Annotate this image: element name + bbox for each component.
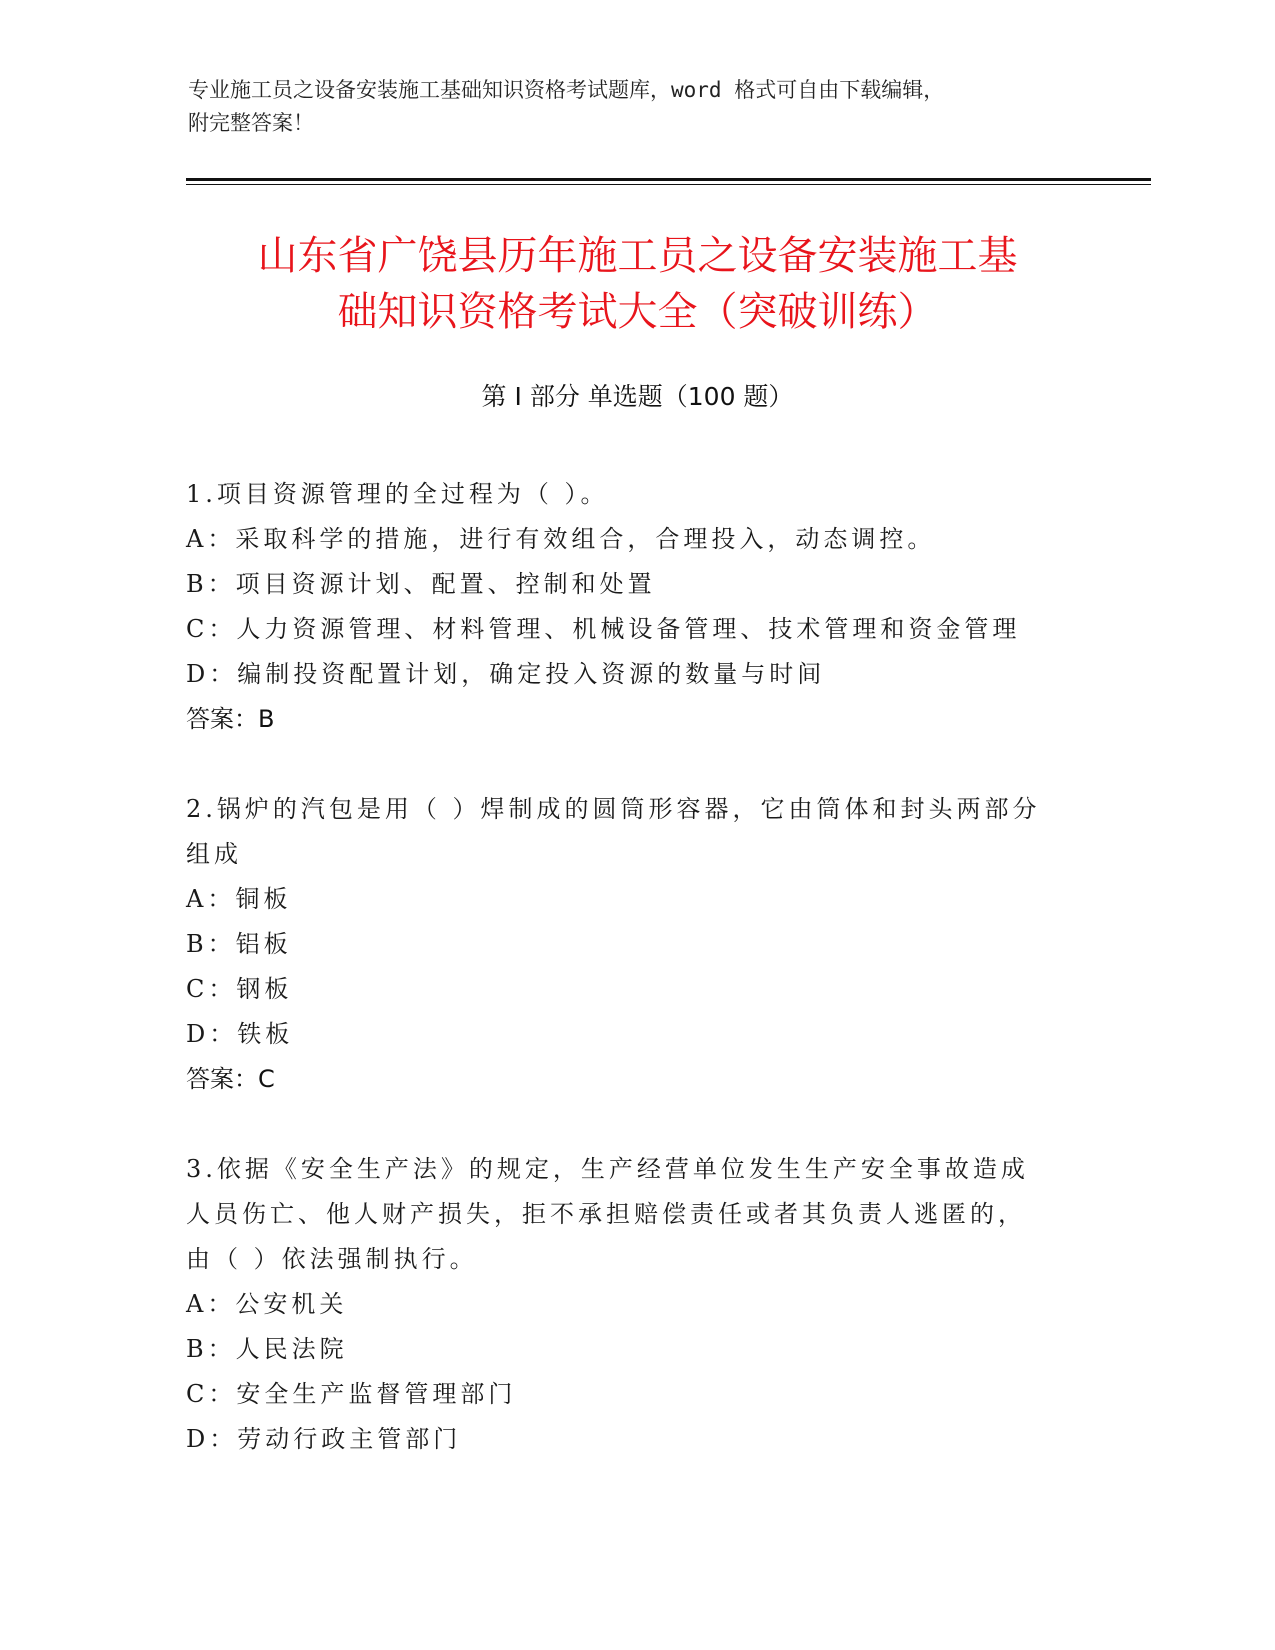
question-stem: 2.锅炉的汽包是用（ ）焊制成的圆筒形容器，它由筒体和封头两部分: [186, 795, 1041, 823]
option-d: D：编制投资配置计划，确定投入资源的数量与时间: [186, 660, 826, 688]
header-divider-thin: [186, 184, 1151, 185]
option-b: B：人民法院: [186, 1335, 348, 1363]
question-stem: 1.项目资源管理的全过程为（ ）。: [186, 480, 609, 508]
option-b: B：项目资源计划、配置、控制和处置: [186, 570, 656, 598]
option-d: D：劳动行政主管部门: [186, 1425, 462, 1453]
question-stem: 3.依据《安全生产法》的规定，生产经营单位发生生产安全事故造成: [186, 1155, 1029, 1183]
question-list: [186, 472, 1086, 1507]
document-title-line-1: 山东省广饶县历年施工员之设备安装施工基: [257, 233, 1018, 279]
header-note: [188, 74, 1068, 140]
answer-label: 答案：B: [186, 705, 275, 733]
question-stem-continued: 组成: [186, 840, 242, 868]
option-c: C：安全生产监督管理部门: [186, 1380, 517, 1408]
option-a: A：铜板: [186, 885, 292, 913]
option-a: A：公安机关: [186, 1290, 348, 1318]
option-c: C：钢板: [186, 975, 293, 1003]
section-heading: 第 I 部分 单选题（100 题）: [481, 382, 794, 411]
option-c: C：人力资源管理、材料管理、机械设备管理、技术管理和资金管理: [186, 615, 1021, 643]
header-divider-thick: [186, 178, 1151, 181]
question-3: [186, 1147, 1086, 1462]
option-b: B：铝板: [186, 930, 292, 958]
question-stem-continued: 人员伤亡、他人财产损失，拒不承担赔偿责任或者其负责人逃匿的，: [186, 1200, 1026, 1228]
question-stem-continued: 由（ ）依法强制执行。: [186, 1245, 478, 1273]
document-title: [150, 228, 1125, 340]
document-title-line-2: 础知识资格考试大全（突破训练）: [337, 289, 938, 335]
question-1: [186, 472, 1086, 742]
header-note-line-2: 附完整答案！: [188, 111, 314, 135]
option-a: A：采取科学的措施，进行有效组合，合理投入，动态调控。: [186, 525, 936, 553]
option-d: D：铁板: [186, 1020, 294, 1048]
answer-label: 答案：C: [186, 1065, 275, 1093]
header-note-line-1: 专业施工员之设备安装施工基础知识资格考试题库，word 格式可自由下载编辑，: [188, 78, 945, 102]
question-2: [186, 787, 1086, 1102]
